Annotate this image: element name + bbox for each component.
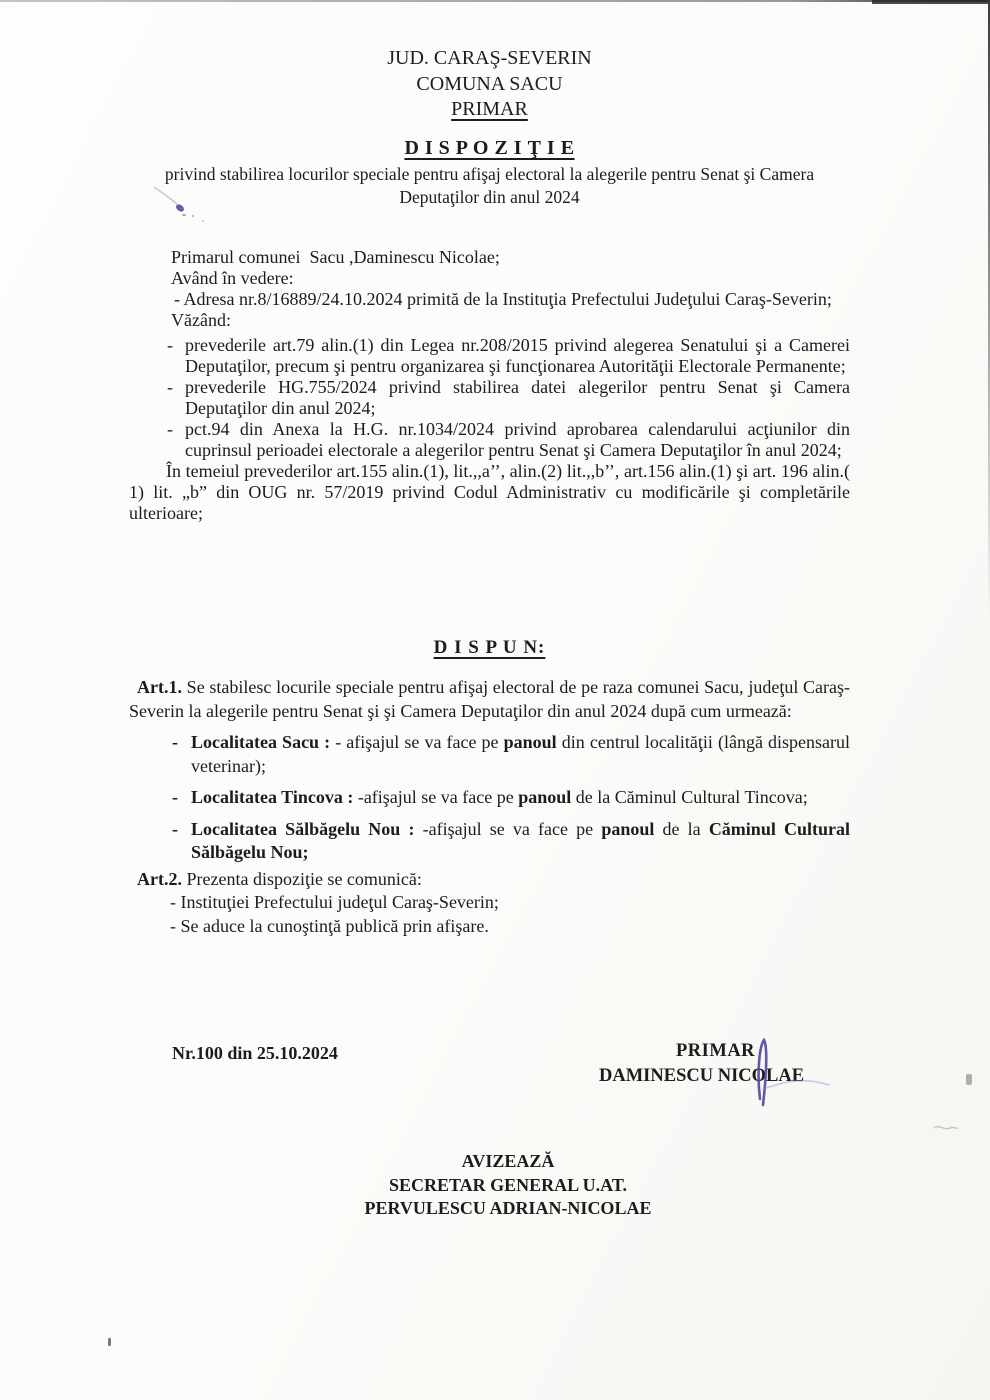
communication-item: - Se aduce la cunoştinţă publică prin afişare. xyxy=(170,915,489,936)
location-item-sacu xyxy=(129,731,850,778)
dash-marker: - xyxy=(172,787,178,807)
document-subtitle-line2: Deputaţilor din anul 2024 xyxy=(399,187,580,207)
panel-word: panoul xyxy=(503,732,557,752)
location-tail: de la Căminul Cultural Tincova; xyxy=(571,787,808,807)
scan-squiggle-artifact xyxy=(932,1122,960,1136)
scan-top-right-corner-artifact xyxy=(872,0,990,4)
communication-item: - Instituţiei Prefectului judeţul Caraş-Severin; xyxy=(170,892,499,912)
location-text: -afişajul se va face pe xyxy=(422,818,602,839)
article-1-label: Art.1. xyxy=(137,677,182,697)
articles-section xyxy=(129,676,850,938)
document-title-block xyxy=(129,137,850,209)
document-title: D I S P O Z I Ţ I E xyxy=(404,137,575,159)
location-tail: din centrul localităţii (lângă dispensarul veterinar); xyxy=(191,732,850,776)
dash-marker: - xyxy=(167,335,173,355)
location-item-salbagelu-nou xyxy=(129,818,850,865)
header-county: JUD. CARAŞ-SEVERIN xyxy=(387,47,592,69)
preamble-adresa: - Adresa nr.8/16889/24.10.2024 primită de la Instituţia Prefectului Judeţului Caraş-Severin; xyxy=(174,289,832,309)
scan-speck xyxy=(966,1074,972,1085)
header-issuer: PRIMAR xyxy=(451,98,528,120)
consideration-item xyxy=(129,419,850,461)
document-header xyxy=(129,46,850,123)
location-name: Localitatea Sălbăgelu Nou : xyxy=(191,818,423,839)
secretary-name: PERVULESCU ADRIAN-NICOLAE xyxy=(364,1198,652,1218)
document-subtitle-line1: privind stabilirea locurilor speciale pentru afişaj electoral la alegerile pentru Senat şi Camera xyxy=(164,164,815,184)
article-2 xyxy=(129,868,850,892)
document-number-date: Nr.100 din 25.10.2024 xyxy=(172,1043,338,1063)
location-text: -afişajul se va face pe xyxy=(357,787,519,807)
preamble-intro: Primarul comunei Sacu ,Daminescu Nicolae; xyxy=(171,247,500,267)
mayor-title: PRIMAR xyxy=(676,1041,756,1061)
mayor-name: DAMINESCU NICOLAE xyxy=(599,1066,805,1086)
article-2-text: Prezenta dispoziţie se comunică: xyxy=(181,868,422,889)
dash-marker: - xyxy=(167,377,173,397)
secretary-title: SECRETAR GENERAL U.AT. xyxy=(388,1174,628,1195)
consideration-text: pct.94 din Anexa la H.G. nr.1034/2024 privind aprobarea calendarului acţiunilor din cuprinsul perioadei electorale a alegerilor pentru Senat şi Camera Deputaţilor în anul 2024; xyxy=(185,419,850,460)
preamble-section xyxy=(129,247,850,524)
legal-basis: În temeiul prevederilor art.155 alin.(1), lit.,,a’’, alin.(2) lit.,,b’’, art.156 alin.(1) şi art. 196 alin.( 1) lit. „b” din OUG nr. 57/2019 privind Codul Administrativ cu modificările şi completările ulterioare; xyxy=(129,461,850,523)
location-name: Localitatea Tincova : xyxy=(191,787,358,807)
panel-word: panoul xyxy=(518,787,572,807)
dispun-heading: D I S P U N: xyxy=(433,637,546,658)
location-text: - afişajul se va face pe xyxy=(335,732,504,752)
approval-heading: AVIZEAZĂ xyxy=(461,1151,555,1171)
dash-marker: - xyxy=(172,818,178,839)
approval-block xyxy=(130,1150,886,1221)
article-1 xyxy=(129,676,850,723)
article-1-text: Se stabilesc locurile speciale pentru afişaj electoral de pe raza comunei Sacu, judeţul Caraş-Severin la alegerile pentru Senat şi şi Camera Deputaţilor din anul 2024 după cum urmează: xyxy=(129,677,850,721)
scan-top-edge-artifact xyxy=(0,0,990,2)
preamble-having: Având în vedere: xyxy=(171,268,294,288)
consideration-text: prevederile HG.755/2024 privind stabilirea datei alegerilor pentru Senat şi Camera Deputaţilor din anul 2024; xyxy=(185,377,850,418)
header-commune: COMUNA SACU xyxy=(416,72,563,95)
location-bold-tail: Căminul Cultural Sălbăgelu Nou; xyxy=(191,818,850,862)
dash-marker: - xyxy=(167,419,173,439)
consideration-item xyxy=(129,335,850,377)
location-item-tincova xyxy=(129,786,850,810)
article-2-label: Art.2. xyxy=(137,868,182,889)
signature-stroke xyxy=(737,1033,835,1115)
scan-speck xyxy=(108,1338,111,1346)
considerations-list xyxy=(129,335,850,461)
location-name: Localitatea Sacu : xyxy=(191,732,336,752)
location-tail: de la xyxy=(654,818,709,839)
consideration-item xyxy=(129,377,850,419)
dash-marker: - xyxy=(172,732,178,752)
panel-word: panoul xyxy=(601,818,655,839)
preamble-vazand: Văzând: xyxy=(171,310,231,330)
consideration-text: prevederile art.79 alin.(1) din Legea nr.208/2015 privind alegerea Senatului şi a Camerei Deputaţilor, precum şi pentru organizarea şi funcţionarea Autorităţii Electorale Permanente; xyxy=(185,335,850,376)
